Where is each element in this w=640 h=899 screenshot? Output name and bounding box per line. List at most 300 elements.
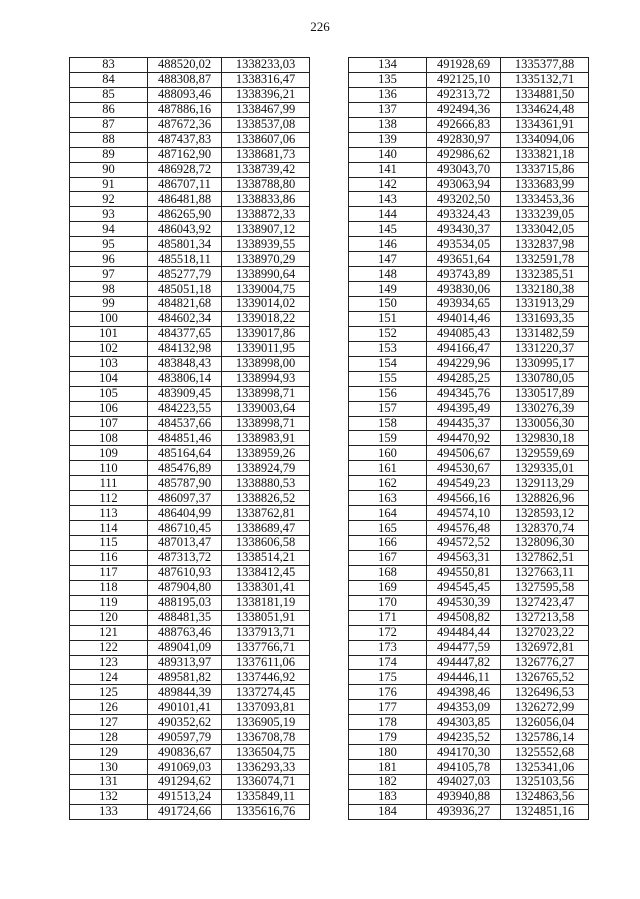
point-number-cell: 97 bbox=[70, 267, 148, 282]
y-coordinate-cell: 1336708,78 bbox=[222, 730, 310, 745]
x-coordinate-cell: 487313,72 bbox=[148, 550, 222, 565]
y-coordinate-cell: 1332180,38 bbox=[501, 282, 589, 297]
point-number-cell: 182 bbox=[349, 775, 427, 790]
y-coordinate-cell: 1337913,71 bbox=[222, 625, 310, 640]
y-coordinate-cell: 1338181,19 bbox=[222, 595, 310, 610]
y-coordinate-cell: 1339011,95 bbox=[222, 341, 310, 356]
table-row bbox=[70, 640, 310, 655]
x-coordinate-cell: 489844,39 bbox=[148, 685, 222, 700]
y-coordinate-cell: 1338396,21 bbox=[222, 87, 310, 102]
table-row bbox=[349, 177, 589, 192]
point-number-cell: 104 bbox=[70, 371, 148, 386]
y-coordinate-cell: 1337766,71 bbox=[222, 640, 310, 655]
point-number-cell: 84 bbox=[70, 72, 148, 87]
y-coordinate-cell: 1327423,47 bbox=[501, 595, 589, 610]
x-coordinate-cell: 494105,78 bbox=[427, 760, 501, 775]
point-number-cell: 179 bbox=[349, 730, 427, 745]
point-number-cell: 178 bbox=[349, 715, 427, 730]
x-coordinate-cell: 489313,97 bbox=[148, 655, 222, 670]
y-coordinate-cell: 1326272,99 bbox=[501, 700, 589, 715]
x-coordinate-cell: 494576,48 bbox=[427, 521, 501, 536]
y-coordinate-cell: 1329113,29 bbox=[501, 476, 589, 491]
table-row bbox=[70, 326, 310, 341]
table-row bbox=[70, 311, 310, 326]
table-row bbox=[70, 207, 310, 222]
table-row bbox=[349, 431, 589, 446]
table-row bbox=[349, 610, 589, 625]
x-coordinate-cell: 485277,79 bbox=[148, 267, 222, 282]
x-coordinate-cell: 491928,69 bbox=[427, 58, 501, 73]
table-row bbox=[349, 476, 589, 491]
table-row bbox=[70, 401, 310, 416]
y-coordinate-cell: 1337446,92 bbox=[222, 670, 310, 685]
y-coordinate-cell: 1338689,47 bbox=[222, 521, 310, 536]
point-number-cell: 142 bbox=[349, 177, 427, 192]
point-number-cell: 128 bbox=[70, 730, 148, 745]
table-row bbox=[349, 595, 589, 610]
table-row bbox=[349, 192, 589, 207]
x-coordinate-cell: 494027,03 bbox=[427, 775, 501, 790]
table-row bbox=[70, 117, 310, 132]
x-coordinate-cell: 494303,85 bbox=[427, 715, 501, 730]
y-coordinate-cell: 1337611,06 bbox=[222, 655, 310, 670]
x-coordinate-cell: 490101,41 bbox=[148, 700, 222, 715]
y-coordinate-cell: 1339003,64 bbox=[222, 401, 310, 416]
x-coordinate-cell: 491513,24 bbox=[148, 789, 222, 804]
x-coordinate-cell: 494235,52 bbox=[427, 730, 501, 745]
x-coordinate-cell: 493936,27 bbox=[427, 804, 501, 819]
x-coordinate-cell: 484537,66 bbox=[148, 416, 222, 431]
y-coordinate-cell: 1333715,86 bbox=[501, 162, 589, 177]
y-coordinate-cell: 1338998,71 bbox=[222, 416, 310, 431]
y-coordinate-cell: 1326056,04 bbox=[501, 715, 589, 730]
point-number-cell: 137 bbox=[349, 102, 427, 117]
x-coordinate-cell: 494508,82 bbox=[427, 610, 501, 625]
point-number-cell: 156 bbox=[349, 386, 427, 401]
table-row bbox=[349, 341, 589, 356]
table-row bbox=[349, 58, 589, 73]
y-coordinate-cell: 1338412,45 bbox=[222, 565, 310, 580]
page-number: 226 bbox=[310, 19, 330, 34]
y-coordinate-cell: 1338880,53 bbox=[222, 476, 310, 491]
x-coordinate-cell: 494353,09 bbox=[427, 700, 501, 715]
table-row bbox=[349, 416, 589, 431]
point-number-cell: 127 bbox=[70, 715, 148, 730]
point-number-cell: 107 bbox=[70, 416, 148, 431]
x-coordinate-cell: 488763,46 bbox=[148, 625, 222, 640]
y-coordinate-cell: 1331220,37 bbox=[501, 341, 589, 356]
point-number-cell: 125 bbox=[70, 685, 148, 700]
y-coordinate-cell: 1338994,93 bbox=[222, 371, 310, 386]
table-row bbox=[70, 267, 310, 282]
y-coordinate-cell: 1334094,06 bbox=[501, 132, 589, 147]
table-row bbox=[349, 655, 589, 670]
point-number-cell: 87 bbox=[70, 117, 148, 132]
table-row bbox=[349, 446, 589, 461]
y-coordinate-cell: 1338762,81 bbox=[222, 506, 310, 521]
y-coordinate-cell: 1338788,80 bbox=[222, 177, 310, 192]
point-number-cell: 168 bbox=[349, 565, 427, 580]
x-coordinate-cell: 493534,05 bbox=[427, 237, 501, 252]
point-number-cell: 183 bbox=[349, 789, 427, 804]
x-coordinate-cell: 488195,03 bbox=[148, 595, 222, 610]
point-number-cell: 134 bbox=[349, 58, 427, 73]
point-number-cell: 86 bbox=[70, 102, 148, 117]
point-number-cell: 132 bbox=[70, 789, 148, 804]
y-coordinate-cell: 1335616,76 bbox=[222, 804, 310, 819]
x-coordinate-cell: 487437,83 bbox=[148, 132, 222, 147]
y-coordinate-cell: 1339014,02 bbox=[222, 297, 310, 312]
table-row bbox=[349, 565, 589, 580]
point-number-cell: 115 bbox=[70, 536, 148, 551]
y-coordinate-cell: 1338998,00 bbox=[222, 356, 310, 371]
point-number-cell: 110 bbox=[70, 461, 148, 476]
table-row bbox=[70, 491, 310, 506]
x-coordinate-cell: 492830,97 bbox=[427, 132, 501, 147]
y-coordinate-cell: 1338939,55 bbox=[222, 237, 310, 252]
y-coordinate-cell: 1333821,18 bbox=[501, 147, 589, 162]
x-coordinate-cell: 492494,36 bbox=[427, 102, 501, 117]
x-coordinate-cell: 489041,09 bbox=[148, 640, 222, 655]
point-number-cell: 159 bbox=[349, 431, 427, 446]
y-coordinate-cell: 1337093,81 bbox=[222, 700, 310, 715]
point-number-cell: 174 bbox=[349, 655, 427, 670]
x-coordinate-cell: 494530,67 bbox=[427, 461, 501, 476]
x-coordinate-cell: 484132,98 bbox=[148, 341, 222, 356]
point-number-cell: 106 bbox=[70, 401, 148, 416]
x-coordinate-cell: 486707,11 bbox=[148, 177, 222, 192]
point-number-cell: 114 bbox=[70, 521, 148, 536]
x-coordinate-cell: 494229,96 bbox=[427, 356, 501, 371]
y-coordinate-cell: 1335132,71 bbox=[501, 72, 589, 87]
table-row bbox=[349, 401, 589, 416]
x-coordinate-cell: 486097,37 bbox=[148, 491, 222, 506]
x-coordinate-cell: 487610,93 bbox=[148, 565, 222, 580]
table-row bbox=[349, 536, 589, 551]
table-row bbox=[70, 745, 310, 760]
y-coordinate-cell: 1333683,99 bbox=[501, 177, 589, 192]
x-coordinate-cell: 494395,49 bbox=[427, 401, 501, 416]
table-row bbox=[349, 282, 589, 297]
table-row bbox=[70, 72, 310, 87]
table-row bbox=[70, 162, 310, 177]
point-number-cell: 131 bbox=[70, 775, 148, 790]
y-coordinate-cell: 1338681,73 bbox=[222, 147, 310, 162]
table-row bbox=[70, 58, 310, 73]
table-row bbox=[70, 715, 310, 730]
point-number-cell: 95 bbox=[70, 237, 148, 252]
table-row bbox=[70, 252, 310, 267]
y-coordinate-cell: 1338467,99 bbox=[222, 102, 310, 117]
x-coordinate-cell: 494566,16 bbox=[427, 491, 501, 506]
table-row bbox=[70, 282, 310, 297]
table-row bbox=[349, 162, 589, 177]
point-number-cell: 154 bbox=[349, 356, 427, 371]
point-number-cell: 169 bbox=[349, 580, 427, 595]
x-coordinate-cell: 486404,99 bbox=[148, 506, 222, 521]
point-number-cell: 176 bbox=[349, 685, 427, 700]
point-number-cell: 161 bbox=[349, 461, 427, 476]
x-coordinate-cell: 487162,90 bbox=[148, 147, 222, 162]
x-coordinate-cell: 484377,65 bbox=[148, 326, 222, 341]
table-row bbox=[70, 536, 310, 551]
table-row bbox=[70, 565, 310, 580]
point-number-cell: 124 bbox=[70, 670, 148, 685]
point-number-cell: 122 bbox=[70, 640, 148, 655]
point-number-cell: 108 bbox=[70, 431, 148, 446]
x-coordinate-cell: 494484,44 bbox=[427, 625, 501, 640]
x-coordinate-cell: 488308,87 bbox=[148, 72, 222, 87]
point-number-cell: 105 bbox=[70, 386, 148, 401]
point-number-cell: 133 bbox=[70, 804, 148, 819]
y-coordinate-cell: 1324863,56 bbox=[501, 789, 589, 804]
point-number-cell: 126 bbox=[70, 700, 148, 715]
y-coordinate-cell: 1339017,86 bbox=[222, 326, 310, 341]
table-row bbox=[70, 580, 310, 595]
y-coordinate-cell: 1336074,71 bbox=[222, 775, 310, 790]
table-row bbox=[70, 446, 310, 461]
coordinates-table-left bbox=[69, 57, 310, 820]
y-coordinate-cell: 1326972,81 bbox=[501, 640, 589, 655]
point-number-cell: 100 bbox=[70, 311, 148, 326]
y-coordinate-cell: 1327663,11 bbox=[501, 565, 589, 580]
table-row bbox=[349, 87, 589, 102]
point-number-cell: 162 bbox=[349, 476, 427, 491]
y-coordinate-cell: 1330517,89 bbox=[501, 386, 589, 401]
table-row bbox=[349, 775, 589, 790]
table-row bbox=[70, 297, 310, 312]
y-coordinate-cell: 1326496,53 bbox=[501, 685, 589, 700]
point-number-cell: 147 bbox=[349, 252, 427, 267]
x-coordinate-cell: 486928,72 bbox=[148, 162, 222, 177]
x-coordinate-cell: 493063,94 bbox=[427, 177, 501, 192]
y-coordinate-cell: 1333042,05 bbox=[501, 222, 589, 237]
y-coordinate-cell: 1331693,35 bbox=[501, 311, 589, 326]
y-coordinate-cell: 1338514,21 bbox=[222, 550, 310, 565]
table-row bbox=[70, 147, 310, 162]
point-number-cell: 99 bbox=[70, 297, 148, 312]
point-number-cell: 98 bbox=[70, 282, 148, 297]
point-number-cell: 121 bbox=[70, 625, 148, 640]
y-coordinate-cell: 1338606,58 bbox=[222, 536, 310, 551]
point-number-cell: 116 bbox=[70, 550, 148, 565]
table-row bbox=[70, 222, 310, 237]
y-coordinate-cell: 1335849,11 bbox=[222, 789, 310, 804]
table-row bbox=[70, 356, 310, 371]
y-coordinate-cell: 1338301,41 bbox=[222, 580, 310, 595]
point-number-cell: 119 bbox=[70, 595, 148, 610]
x-coordinate-cell: 493324,43 bbox=[427, 207, 501, 222]
x-coordinate-cell: 484821,68 bbox=[148, 297, 222, 312]
table-row bbox=[349, 117, 589, 132]
y-coordinate-cell: 1336905,19 bbox=[222, 715, 310, 730]
table-row bbox=[349, 789, 589, 804]
table-row bbox=[349, 311, 589, 326]
point-number-cell: 96 bbox=[70, 252, 148, 267]
point-number-cell: 129 bbox=[70, 745, 148, 760]
point-number-cell: 164 bbox=[349, 506, 427, 521]
y-coordinate-cell: 1332591,78 bbox=[501, 252, 589, 267]
y-coordinate-cell: 1325103,56 bbox=[501, 775, 589, 790]
x-coordinate-cell: 493830,06 bbox=[427, 282, 501, 297]
y-coordinate-cell: 1324851,16 bbox=[501, 804, 589, 819]
table-row bbox=[349, 640, 589, 655]
x-coordinate-cell: 491724,66 bbox=[148, 804, 222, 819]
x-coordinate-cell: 494435,37 bbox=[427, 416, 501, 431]
x-coordinate-cell: 488481,35 bbox=[148, 610, 222, 625]
table-row bbox=[70, 595, 310, 610]
x-coordinate-cell: 494550,81 bbox=[427, 565, 501, 580]
point-number-cell: 111 bbox=[70, 476, 148, 491]
point-number-cell: 113 bbox=[70, 506, 148, 521]
table-row bbox=[349, 102, 589, 117]
table-row bbox=[349, 132, 589, 147]
point-number-cell: 175 bbox=[349, 670, 427, 685]
table-row bbox=[349, 550, 589, 565]
point-number-cell: 145 bbox=[349, 222, 427, 237]
table-row bbox=[70, 506, 310, 521]
point-number-cell: 146 bbox=[349, 237, 427, 252]
x-coordinate-cell: 485787,90 bbox=[148, 476, 222, 491]
y-coordinate-cell: 1336504,75 bbox=[222, 745, 310, 760]
table-row bbox=[349, 760, 589, 775]
y-coordinate-cell: 1338983,91 bbox=[222, 431, 310, 446]
table-row bbox=[70, 177, 310, 192]
x-coordinate-cell: 494170,30 bbox=[427, 745, 501, 760]
y-coordinate-cell: 1337274,45 bbox=[222, 685, 310, 700]
point-number-cell: 149 bbox=[349, 282, 427, 297]
table-row bbox=[349, 521, 589, 536]
table-row bbox=[349, 580, 589, 595]
table-row bbox=[70, 431, 310, 446]
y-coordinate-cell: 1331913,29 bbox=[501, 297, 589, 312]
y-coordinate-cell: 1338833,86 bbox=[222, 192, 310, 207]
point-number-cell: 171 bbox=[349, 610, 427, 625]
table-row bbox=[70, 789, 310, 804]
y-coordinate-cell: 1325786,14 bbox=[501, 730, 589, 745]
point-number-cell: 141 bbox=[349, 162, 427, 177]
x-coordinate-cell: 494166,47 bbox=[427, 341, 501, 356]
x-coordinate-cell: 494506,67 bbox=[427, 446, 501, 461]
x-coordinate-cell: 494477,59 bbox=[427, 640, 501, 655]
y-coordinate-cell: 1338959,26 bbox=[222, 446, 310, 461]
point-number-cell: 117 bbox=[70, 565, 148, 580]
y-coordinate-cell: 1328370,74 bbox=[501, 521, 589, 536]
table-row bbox=[349, 326, 589, 341]
table-row bbox=[349, 237, 589, 252]
y-coordinate-cell: 1332385,51 bbox=[501, 267, 589, 282]
table-row bbox=[349, 252, 589, 267]
table-row bbox=[349, 730, 589, 745]
x-coordinate-cell: 487672,36 bbox=[148, 117, 222, 132]
point-number-cell: 157 bbox=[349, 401, 427, 416]
point-number-cell: 148 bbox=[349, 267, 427, 282]
x-coordinate-cell: 493651,64 bbox=[427, 252, 501, 267]
y-coordinate-cell: 1338739,42 bbox=[222, 162, 310, 177]
table-row bbox=[70, 670, 310, 685]
y-coordinate-cell: 1328096,30 bbox=[501, 536, 589, 551]
table-row bbox=[70, 87, 310, 102]
point-number-cell: 85 bbox=[70, 87, 148, 102]
table-row bbox=[70, 625, 310, 640]
point-number-cell: 180 bbox=[349, 745, 427, 760]
x-coordinate-cell: 490352,62 bbox=[148, 715, 222, 730]
point-number-cell: 166 bbox=[349, 536, 427, 551]
point-number-cell: 136 bbox=[349, 87, 427, 102]
y-coordinate-cell: 1334881,50 bbox=[501, 87, 589, 102]
table-row bbox=[70, 760, 310, 775]
x-coordinate-cell: 485476,89 bbox=[148, 461, 222, 476]
point-number-cell: 177 bbox=[349, 700, 427, 715]
point-number-cell: 172 bbox=[349, 625, 427, 640]
y-coordinate-cell: 1335377,88 bbox=[501, 58, 589, 73]
table-row bbox=[70, 461, 310, 476]
table-row bbox=[70, 416, 310, 431]
y-coordinate-cell: 1333453,36 bbox=[501, 192, 589, 207]
x-coordinate-cell: 484602,34 bbox=[148, 311, 222, 326]
x-coordinate-cell: 493430,37 bbox=[427, 222, 501, 237]
coordinates-table-right bbox=[348, 57, 589, 820]
table-row bbox=[70, 700, 310, 715]
table-row bbox=[70, 192, 310, 207]
point-number-cell: 140 bbox=[349, 147, 427, 162]
y-coordinate-cell: 1338998,71 bbox=[222, 386, 310, 401]
y-coordinate-cell: 1329335,01 bbox=[501, 461, 589, 476]
point-number-cell: 184 bbox=[349, 804, 427, 819]
x-coordinate-cell: 494085,43 bbox=[427, 326, 501, 341]
x-coordinate-cell: 486265,90 bbox=[148, 207, 222, 222]
y-coordinate-cell: 1333239,05 bbox=[501, 207, 589, 222]
table-row bbox=[70, 610, 310, 625]
point-number-cell: 139 bbox=[349, 132, 427, 147]
point-number-cell: 91 bbox=[70, 177, 148, 192]
table-row bbox=[70, 655, 310, 670]
y-coordinate-cell: 1327023,22 bbox=[501, 625, 589, 640]
x-coordinate-cell: 493202,50 bbox=[427, 192, 501, 207]
table-row bbox=[349, 506, 589, 521]
point-number-cell: 130 bbox=[70, 760, 148, 775]
table-row bbox=[70, 521, 310, 536]
point-number-cell: 150 bbox=[349, 297, 427, 312]
table-row bbox=[70, 237, 310, 252]
y-coordinate-cell: 1325341,06 bbox=[501, 760, 589, 775]
table-row bbox=[70, 804, 310, 819]
table-row bbox=[349, 356, 589, 371]
table-row bbox=[349, 147, 589, 162]
point-number-cell: 83 bbox=[70, 58, 148, 73]
y-coordinate-cell: 1334361,91 bbox=[501, 117, 589, 132]
point-number-cell: 92 bbox=[70, 192, 148, 207]
table-row bbox=[70, 775, 310, 790]
point-number-cell: 165 bbox=[349, 521, 427, 536]
y-coordinate-cell: 1332837,98 bbox=[501, 237, 589, 252]
y-coordinate-cell: 1330056,30 bbox=[501, 416, 589, 431]
table-row bbox=[70, 341, 310, 356]
point-number-cell: 94 bbox=[70, 222, 148, 237]
table-row bbox=[70, 102, 310, 117]
x-coordinate-cell: 494549,23 bbox=[427, 476, 501, 491]
table-row bbox=[349, 804, 589, 819]
x-coordinate-cell: 483806,14 bbox=[148, 371, 222, 386]
y-coordinate-cell: 1329830,18 bbox=[501, 431, 589, 446]
point-number-cell: 144 bbox=[349, 207, 427, 222]
point-number-cell: 109 bbox=[70, 446, 148, 461]
table-row bbox=[70, 476, 310, 491]
x-coordinate-cell: 489581,82 bbox=[148, 670, 222, 685]
table-row bbox=[349, 491, 589, 506]
x-coordinate-cell: 494447,82 bbox=[427, 655, 501, 670]
point-number-cell: 88 bbox=[70, 132, 148, 147]
